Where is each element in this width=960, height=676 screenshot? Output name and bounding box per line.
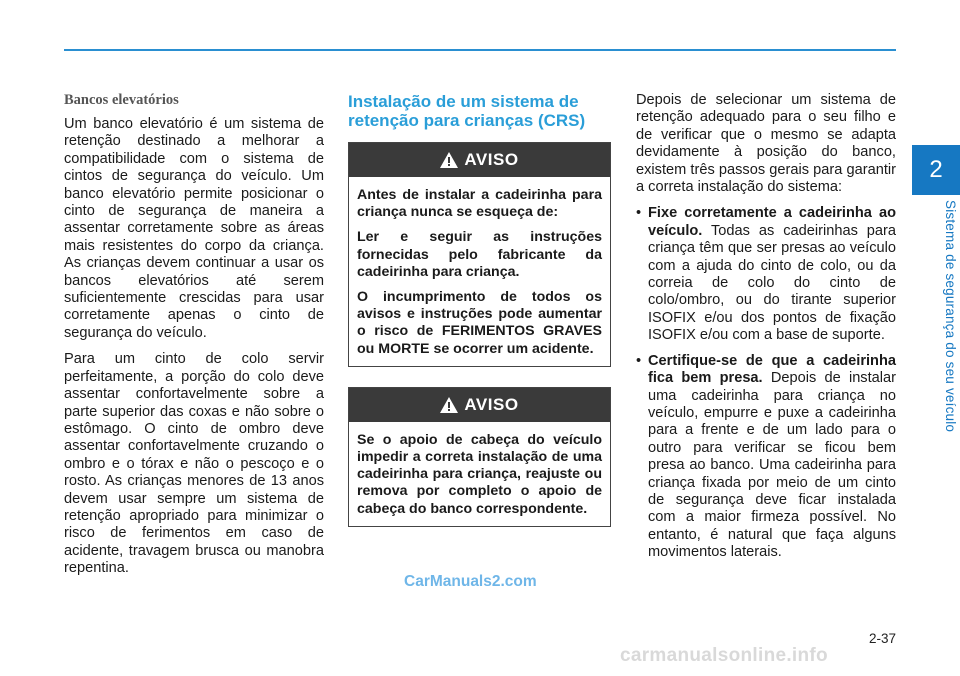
warning-title: AVISO [464, 150, 519, 169]
warning-triangle-icon [440, 152, 458, 168]
section-heading-booster: Bancos elevatórios [64, 92, 179, 108]
warning-text: Ler e seguir as instruções fornecidas pelo fabricante da cadeirinha para criança. [357, 229, 602, 280]
left-column [64, 92, 324, 587]
list-item [636, 205, 896, 344]
list-item [636, 353, 896, 562]
step-heading: Certifique-se de que a cadeirinha fica bem presa. [648, 352, 896, 387]
page-number: 2-37 [868, 631, 896, 646]
warning-title: AVISO [464, 394, 519, 414]
footer-watermark: carmanualsonline.info [620, 645, 828, 666]
bullet-icon: • [636, 205, 642, 222]
site-watermark: CarManuals2.com [404, 573, 537, 590]
warning-box [348, 387, 611, 527]
warning-box [348, 142, 611, 367]
warning-text: Antes de instalar a cadeirinha para criança nunca se esqueça de: [357, 187, 602, 221]
warning-text: O incumprimento de todos os avisos e instruções pode aumentar o risco de FERIMENTOS GRAVES ou MORTE se ocorrer um acidente. [357, 289, 602, 357]
chapter-title: Sistema de segurança do seu veículo [943, 200, 958, 433]
right-column [636, 92, 896, 570]
paragraph: Para um cinto de colo servir perfeitamente, a porção do colo deve assentar confortavelmente sobre a parte superior das coxas e não sobre o estômago. O cinto de ombro deve assentar confortavelmente cruzando o ombro e o tórax e não o pescoço e o rosto. As crianças menores de 13 anos devem usar sempre um sistema de retenção apropriado para minimizar o risco de ferimentos em caso de acidente, travagem brusca ou manobra repentina. [64, 351, 324, 577]
warning-text: Se o apoio de cabeça do veículo impedir a correta instalação de uma cadeirinha para criança, reajuste ou remova por completo o apoio de cabeça do banco correspondente. [357, 431, 602, 517]
middle-column [348, 92, 611, 547]
step-text: Todas as cadeirinhas para criança têm que ser presas ao veículo com a ajuda do cinto de colo, ou da correia de colo do cinto de colo/ombro, ou do tirante superior ISOFIX e/ou dos pontos de fixação ISOFIX e/ou com a base de suporte. [648, 222, 896, 344]
step-text: Depois de instalar uma cadeirinha para criança no veículo, empurre e puxe a cadeirinha para a frente e de um lado para o outro para verificar se ficou bem presa ao banco. Uma cadeirinha para criança fixada por meio de um cinto de segurança deve ficar instalada com a maior firmeza possível. No entanto, é natural que faça alguns movimentos laterais. [648, 370, 896, 561]
step-list [636, 205, 896, 561]
paragraph: Um banco elevatório é um sistema de retenção destinado a melhorar a compatibilidade com o sistema de cintos de segurança do veículo. Um banco elevatório permite posicionar o cinto de segurança de maneira a assentar corretamente sobre as áreas mais resistentes do corpo da criança. As crianças devem continuar a usar os bancos elevatórios até serem suficientemente crescidas para usar corretamente apenas o cinto de segurança do veículo. [64, 116, 324, 341]
step-heading: Fixe corretamente a cadeirinha ao veículo. [648, 205, 896, 239]
warning-header [349, 388, 610, 422]
paragraph: Depois de selecionar um sistema de retenção adequado para o seu filho e de verificar que o mesmo se adapta devidamente à posição do banco, existem três passos gerais para garantir a correta instalação do sistema: [636, 92, 896, 196]
chapter-number-tab: 2 [912, 145, 960, 195]
section-heading-crs: Instalação de um sistema de retenção para crianças (CRS) [348, 92, 586, 130]
bullet-icon: • [636, 352, 642, 369]
top-rule [64, 49, 896, 51]
warning-header [349, 143, 610, 177]
warning-triangle-icon [440, 397, 458, 413]
